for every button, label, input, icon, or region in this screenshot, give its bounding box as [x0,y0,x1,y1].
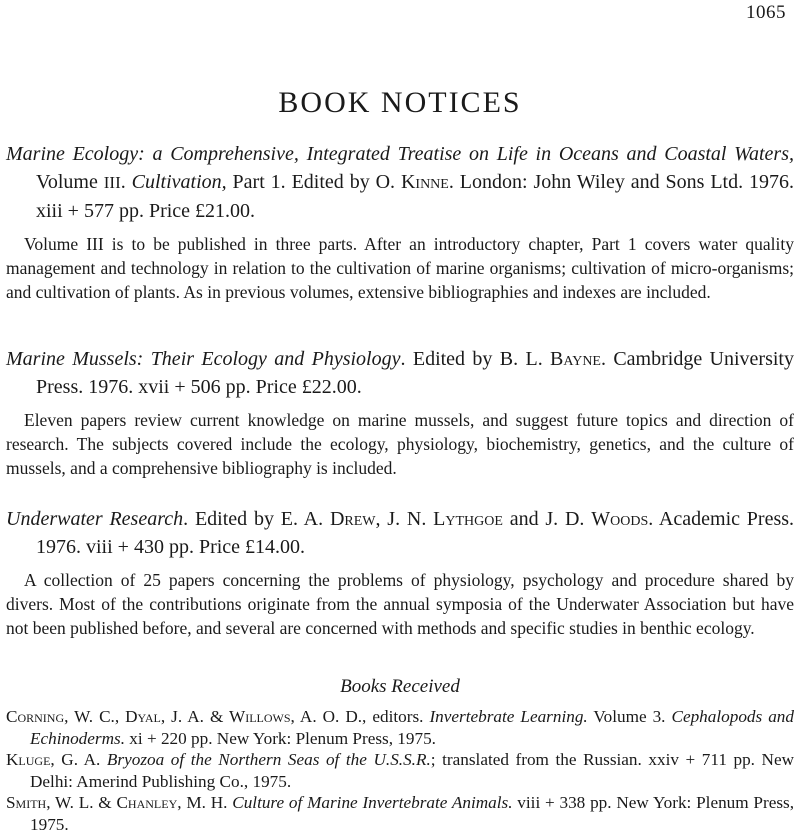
book-title: Marine Ecology: a Comprehensive, Integrated Treatise on Life in Oceans and Coastal Waters, [6,143,794,165]
editor3-initials: J. D. [545,508,592,530]
page-number: 1065 [746,2,786,23]
entry-authors: Corning, W. C., Dyal, J. A. & Willows, A. O. D., [6,707,367,726]
section-title: BOOK NOTICES [278,86,522,119]
editor-separator: , [375,508,388,530]
entry-details: xi + 220 pp. New York: Plenum Press, 1975. [125,728,436,748]
volume-label: Volume [36,171,104,193]
entry-authors: Kluge, G. A. [6,750,101,769]
notice-summary [0,568,800,640]
editor-initials: O. [375,171,401,193]
summary-text: Eleven papers review current knowledge on marine mussels, and suggest future topics and direction of research. The subjects covered include the ecology, physiology, biochemistry, genetics, and the culture of mussels, and a comprehensive bibliography is included. [6,410,794,478]
entry-subtitle: Cephalopods and Echinoderms. [30,707,794,748]
entry-details: viii + 338 pp. New York: Plenum Press, 1975. [30,793,795,834]
editor-surname: Kinne [400,171,449,193]
entry-title: Bryozoa of the Northern Seas of the U.S.S.R. [106,750,431,769]
editor-initials: B. L. [499,348,551,370]
book-title: Underwater Research [6,508,184,530]
received-entry [0,706,800,749]
entry-authors: Smith, W. L. & Chanley, M. H. [6,793,228,812]
received-entry [0,792,800,835]
editor2-initials: J. N. [387,508,434,530]
summary-text: Volume III is to be published in three parts. After an introductory chapter, Part 1 covers water quality management and technology in relation to the cultivation of marine organisms; cultivation of micro-organisms; and cultivation of plants. As in previous volumes, extensive bibliographies and indexes are included. [6,234,794,302]
publication-info: . Cambridge University Press. 1976. xvii + 506 pp. Price £22.00. [36,348,794,398]
volume-number: III [103,173,121,192]
part-info: Part 1. Edited by [226,171,376,193]
edited-by: . Edited by [183,508,281,530]
entry-mid: Volume 3. [587,707,672,726]
book-notice-underwater-research [0,505,800,640]
publication-info: . Academic Press. 1976. viii + 430 pp. Price £14.00. [36,508,795,558]
volume-subtitle: Cultivation, [131,171,227,193]
entry-title: Culture of Marine Invertebrate Animals. [232,793,513,812]
notice-heading [0,505,800,561]
notice-summary [0,408,800,480]
editor2-surname: Lythgoe [433,508,503,530]
edited-by: . Edited by [400,348,500,370]
entry-title: Invertebrate Learning. [429,707,588,726]
editor1-surname: Drew [329,508,376,530]
editor-separator: and [502,508,546,530]
editor-surname: Bayne [550,348,601,370]
received-entry [0,749,800,792]
book-notice-marine-ecology [0,140,800,304]
book-title: Marine Mussels: Their Ecology and Physiology [6,348,401,370]
book-notice-marine-mussels [0,345,800,480]
entry-pre: editors. [366,707,430,726]
notice-summary [0,232,800,304]
entry-pre [100,750,107,769]
publication-info: . London: John Wiley and Sons Ltd. 1976. xiii + 577 pp. Price £21.00. [36,171,794,222]
notice-heading [0,345,800,401]
notice-heading: Marine Ecology: a Comprehensive, Integrated Treatise on Life in Oceans and Coastal Waters, Volume III. Cultivation, Part 1. Edited by O. Kinne. London: John Wiley and Sons Ltd. 1976. xiii + 577 pp. Price £21.00. [6,143,794,222]
entry-details: ; translated from the Russian. xxiv + 711 pp. New Delhi: Amerind Publishing Co., 1975. [30,750,795,791]
books-received-heading: Books Received [340,676,460,697]
summary-text: A collection of 25 papers concerning the problems of physiology, psychology and procedure shared by divers. Most of the contributions originate from the annual symposia of the Underwater Association but have not been published before, and several are concerned with methods and specific studies in benthic ecology. [6,570,794,638]
editor3-surname: Woods [591,508,649,530]
books-received-list [0,706,800,835]
editor1-initials: E. A. [280,508,330,530]
